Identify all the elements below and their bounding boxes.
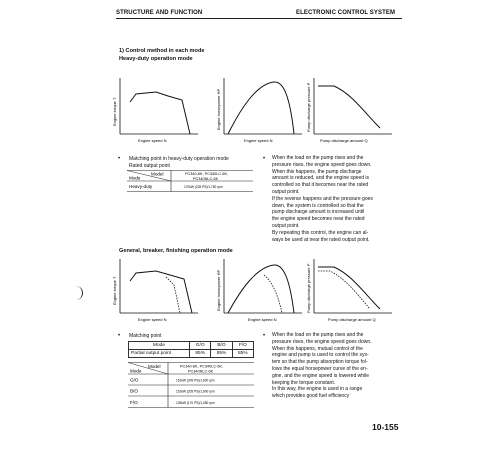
s2-bullet: • [118, 333, 121, 339]
s1-para-line: amount is reduced, and the engine speed is [272, 175, 370, 182]
section1-subheading: Heavy-duty operation mode [119, 56, 193, 62]
table-header-cell: G/O [190, 342, 211, 350]
s1-para-line: output point. [272, 188, 300, 195]
s2-right-paragraph [272, 332, 402, 400]
s2-model-line1: PC340-6K, PC340LC-6K, [180, 364, 224, 369]
table-cell: 85% [190, 350, 211, 358]
table-header-cell: Mode [129, 342, 190, 350]
s2-para-line: engine and pump is used to control the sys- [272, 352, 369, 359]
table-row [129, 350, 254, 358]
s1-para-line: the engine speed becomes near the rated [272, 216, 365, 223]
s1-para-line: By repeating this control, the engine can al- [272, 229, 369, 236]
s2-model-line2: PC340NLC-6K [188, 369, 214, 374]
s2-model-table [128, 362, 254, 408]
s1-hp-graph [216, 78, 302, 143]
s2-para-line: which provides good fuel efficiency [272, 393, 350, 400]
s2-para-line: When the load on the pump rises and the [272, 332, 364, 338]
s1-right-bullet: • [263, 156, 266, 162]
s1-para-line: down, the system is controlled so that the [272, 202, 364, 209]
s1-rated-output: Rated output point [129, 163, 170, 169]
page-number: 10-155 [372, 422, 399, 432]
s1-table-row-label: Heavy-duty [129, 184, 153, 189]
s1-table-model-line2: PC340NLC-6K [193, 176, 219, 181]
section2-heading: General, breaker, finishing operation mode [119, 248, 233, 254]
table-header-cell: B/O [211, 342, 232, 350]
s2-row-fo-label: F/O [130, 400, 138, 405]
s1-pump-graph [306, 78, 392, 143]
s2-para-line: pressure rises, the engine speed goes down. [272, 338, 372, 345]
s1-pressure-ylabel: Pump discharge pressure P [306, 82, 311, 132]
s1-para-line: If the reverse happens and the pressure goes [272, 195, 373, 202]
header-left: STRUCTURE AND FUNCTION [116, 10, 203, 16]
s2-torque-ylabel: Engine torque T [112, 276, 117, 305]
s2-model-table-mode: Mode [130, 368, 142, 374]
s1-para-line: pump discharge amount is increased until [272, 209, 365, 216]
s2-para-line: When this happens, mutual control of the [272, 345, 363, 352]
table-row-label: Partial output point [129, 350, 190, 358]
s1-pump-xlabel: Pump discharge amount Q [320, 138, 368, 143]
s1-table-model-header: Model [151, 171, 164, 177]
table-header-cell: F/O [232, 342, 253, 350]
s2-hp-ylabel: Engine horsepower HP [216, 269, 221, 311]
s2-para-line: In this way, the engine is used in a range [272, 386, 363, 393]
s1-table-model-line1: PC340-6K, PC340LC-6K, [185, 172, 229, 176]
section2-graphs [108, 255, 408, 325]
s1-matching-text: Matching point in heavy-duty operation mode [129, 156, 229, 162]
section1-heading: 1) Control method in each mode [119, 48, 205, 54]
s2-matching-label: Matching point [129, 333, 162, 339]
table-cell: 85% [211, 350, 232, 358]
s2-pump-xlabel: Pump discharge amount Q [328, 317, 376, 322]
s1-right-paragraph [272, 155, 402, 243]
s1-table [127, 170, 253, 192]
s2-para-line: lows the equal horsepower curve of the en- [272, 365, 368, 372]
s2-hp-graph [216, 259, 302, 322]
s1-speed-xlabel1: Engine speed N [138, 138, 167, 143]
s1-para-line: When this happens, the pump discharge [272, 168, 362, 175]
section1-graphs [108, 70, 408, 150]
s2-para-line: tem so that the pump absorption torque fol- [272, 359, 368, 366]
s1-torque-graph [112, 78, 198, 143]
table-row [129, 342, 254, 350]
header-rule [116, 18, 402, 19]
s2-pump-graph [306, 259, 392, 322]
s2-para-line: gine, and the engine speed is lowered while [272, 372, 370, 379]
s2-model-table-model: Model [148, 364, 161, 369]
s2-torque-graph [112, 259, 198, 322]
s1-para-line: ways be used at near the rated output point. [272, 236, 370, 243]
s1-speed-xlabel2: Engine speed N [244, 138, 273, 143]
s1-table-row-value: 170kW (228 PS)/1,750 rpm [184, 185, 223, 189]
s1-torque-ylabel: Engine torque T [112, 97, 117, 126]
s2-right-bullet: • [263, 333, 266, 339]
s1-table-mode-header: Mode [129, 175, 141, 181]
s2-speed-xlabel2: Engine speed N [248, 317, 277, 322]
table-cell: 85% [232, 350, 253, 358]
binding-mark [76, 286, 83, 300]
s1-bullet: • [118, 156, 121, 162]
s2-row-bo-label: B/O [130, 388, 138, 394]
s1-para-line: pressure rises, the engine speed goes down. [272, 161, 372, 168]
s2-row-bo-value: 151kW (205 PS)/1,600 rpm [176, 389, 215, 394]
s2-partial-output-table [128, 341, 254, 358]
s2-speed-xlabel1: Engine speed N [138, 317, 167, 322]
s1-para-line: controlled so that it becomes near the rated [272, 182, 369, 189]
s2-row-go-value: 151kW (205 PS)/1,600 rpm [176, 378, 215, 383]
s1-para-line: output point. [272, 222, 300, 229]
s1-hp-ylabel: Engine horsepower HP [216, 88, 221, 130]
s2-para-line: keeping the torque constant. [272, 379, 336, 386]
s2-row-fo-value: 125kW (170 PS)/1,450 rpm [176, 401, 215, 405]
s2-pressure-ylabel: Pump discharge pressure P [306, 263, 311, 313]
s1-para-line: When the load on the pump rises and the [272, 155, 364, 161]
s2-row-go-label: G/O [130, 377, 139, 383]
header-right: ELECTRONIC CONTROL SYSTEM [296, 10, 396, 16]
